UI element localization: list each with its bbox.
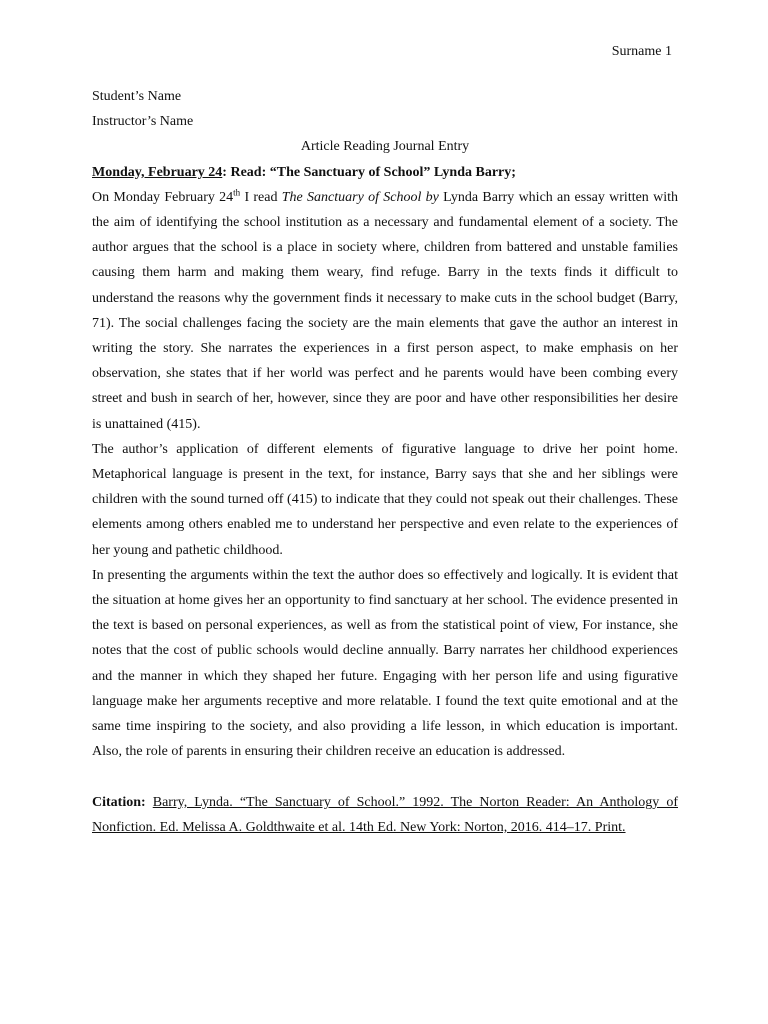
p1-essay-title: The Sanctuary of School by: [281, 189, 439, 205]
paragraph-1: [92, 185, 678, 437]
citation-block: [92, 790, 678, 840]
entry-read-label: Read: “The Sanctuary of School” Lynda Barry;: [230, 164, 516, 180]
spacer: [92, 764, 678, 789]
citation-label: Citation:: [92, 794, 146, 810]
document-body: [92, 84, 678, 840]
paragraph-3: In presenting the arguments within the text the author does so effectively and logically. It is evident that the situation at home gives her an opportunity to find sanctuary at her school. The evidence presented in the text is based on personal experiences, as well as from the statistical point of view, For instance, she notes that the cost of public schools would decline annually. Barry narrates her childhood experiences and the manner in which they shaped her future. Engaging with her person life and using figurative language make her arguments receptive and more relatable. I found the text quite emotional and at the same time inspiring to the society, and also providing a life lesson, in which education is important. Also, the role of parents in ensuring their children receive an education is addressed.: [92, 567, 678, 760]
header-surname: Surname 1: [611, 44, 672, 59]
p1-superscript: th: [233, 187, 241, 198]
entry-colon: :: [222, 164, 231, 180]
entry-heading: [92, 160, 678, 185]
p1-start: On Monday February 24: [92, 189, 234, 205]
student-name: Student’s Name: [92, 89, 182, 104]
p1-rest: Lynda Barry which an essay written with the aim of identifying the school institution as a necessary and fundamental element of a society. The author argues that the school is a place in society where, children from battered and unstable families causing them harm and making them weary, find refuge. Barry in the texts finds it difficult to understand the reasons why the government finds it necessary to make cuts in the school budget (Barry, 71). The social challenges facing the society are the main elements that gave the author an interest in writing the story. She narrates the experiences in a first person aspect, to make emphasis on her observation, she states that if her world was perfect and he parents would have been combing every street and bush in search of her, however, since they are poor and have other responsibilities her desire is unattained (415).: [92, 189, 678, 432]
citation-text: Barry, Lynda. “The Sanctuary of School.” 1992. The Norton Reader: An Anthology of Nonfiction. Ed. Melissa A. Goldthwaite et al. 14th Ed. New York: Norton, 2016. 414–17. Print.: [92, 794, 678, 835]
entry-date: Monday, February 24: [92, 164, 223, 180]
instructor-name: Instructor’s Name: [92, 114, 194, 130]
p1-mid: I read: [240, 189, 282, 205]
paragraph-2: The author’s application of different elements of figurative language to drive her point home. Metaphorical language is present in the text, for instance, Barry says that she and her siblings were children with the sound turned off (415) to indicate that they could not speak out their challenges. These elements among others enabled me to understand her perspective and even relate to the experiences of her young and pathetic childhood.: [92, 441, 678, 558]
document-title: Article Reading Journal Entry: [300, 139, 470, 155]
